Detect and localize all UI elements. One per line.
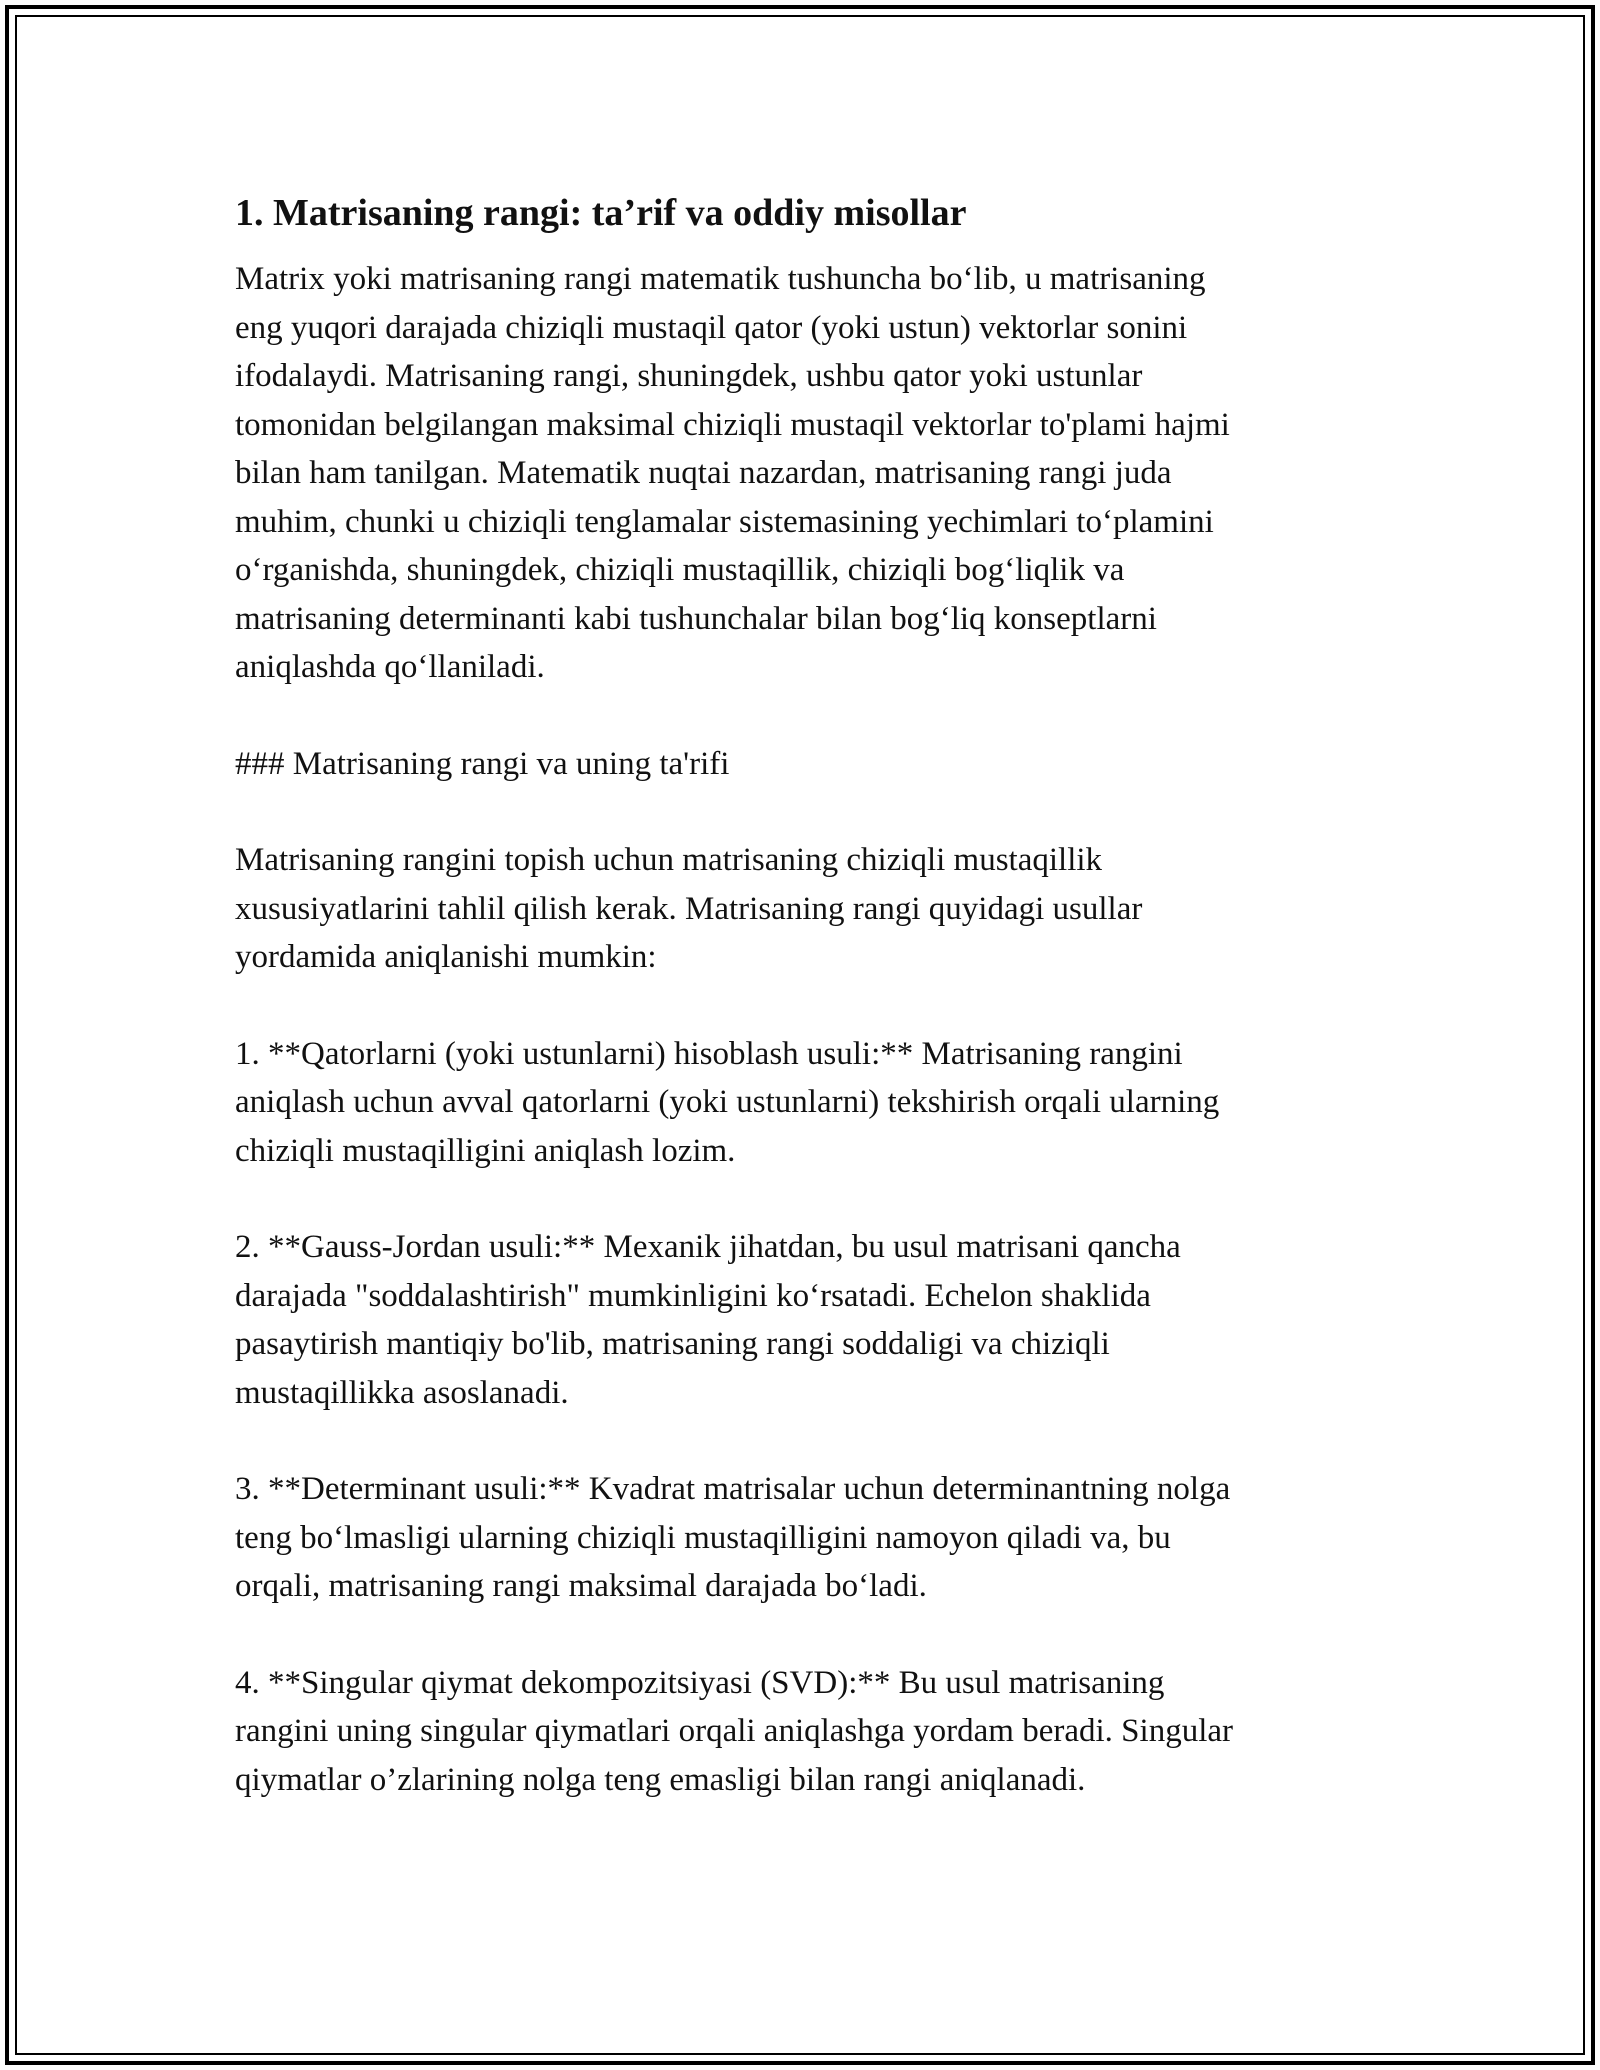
spacer [235, 788, 1370, 836]
document-body [235, 185, 1370, 1804]
spacer [235, 982, 1370, 1030]
spacer [235, 1175, 1370, 1223]
method-item: 2. **Gauss-Jordan usuli:** Mexanik jihatdan, bu usul matrisani qancha darajada "soddalashtirish" mumkinligini ko‘rsatadi. Echelon shaklida pasaytirish mantiqiy bo'lib, matrisaning rangi soddaligi va chiziqli mustaqillikka asoslanadi. [235, 1229, 1181, 1411]
spacer [235, 1611, 1370, 1659]
method-item: 4. **Singular qiymat dekompozitsiyasi (SVD):** Bu usul matrisaning rangini uning singular qiymatlari orqali aniqlashga yordam beradi. Singular qiymatlar o’zlarining nolga teng emasligi bilan rangi aniqlanadi. [235, 1664, 1234, 1798]
section-heading: 1. Matrisaning rangi: ta’rif va oddiy misollar [235, 192, 967, 234]
method-item: 1. **Qatorlarni (yoki ustunlarni) hisoblash usuli:** Matrisaning rangini aniqlash uchun avval qatorlarni (yoki ustunlarni) tekshirish orqali ularning chiziqli mustaqilligini aniqlash lozim. [235, 1035, 1220, 1169]
subheading: ### Matrisaning rangi va uning ta'rifi [235, 745, 730, 782]
spacer [235, 1417, 1370, 1465]
methods-intro-paragraph: Matrisaning rangini topish uchun matrisaning chiziqli mustaqillik xususiyatlarini tahlil qilish kerak. Matrisaning rangi quyidagi usullar yordamida aniqlanishi mumkin: [235, 842, 1143, 975]
spacer [235, 692, 1370, 740]
intro-paragraph: Matrix yoki matrisaning rangi matematik tushuncha bo‘lib, u matrisaning eng yuqori darajada chiziqli mustaqil qator (yoki ustun) vektorlar sonini ifodalaydi. Matrisaning rangi, shuningdek, ushbu qator yoki ustunlar tomonidan belgilangan maksimal chiziqli mustaqil vektorlar to'plami hajmi bilan ham tanilgan. Matematik nuqtai nazardan, matrisaning rangi juda muhim, chunki u chiziqli tenglamalar sistemasining yechimlari to‘plamini o‘rganishda, shuningdek, chiziqli mustaqillik, chiziqli bog‘liqlik va matrisaning determinanti kabi tushunchalar bilan bog‘liq konseptlarni aniqlashda qo‘llaniladi. [235, 261, 1230, 685]
method-item: 3. **Determinant usuli:** Kvadrat matrisalar uchun determinantning nolga teng bo‘lmasligi ularning chiziqli mustaqilligini namoyon qiladi va, bu orqali, matrisaning rangi maksimal darajada bo‘ladi. [235, 1471, 1231, 1604]
